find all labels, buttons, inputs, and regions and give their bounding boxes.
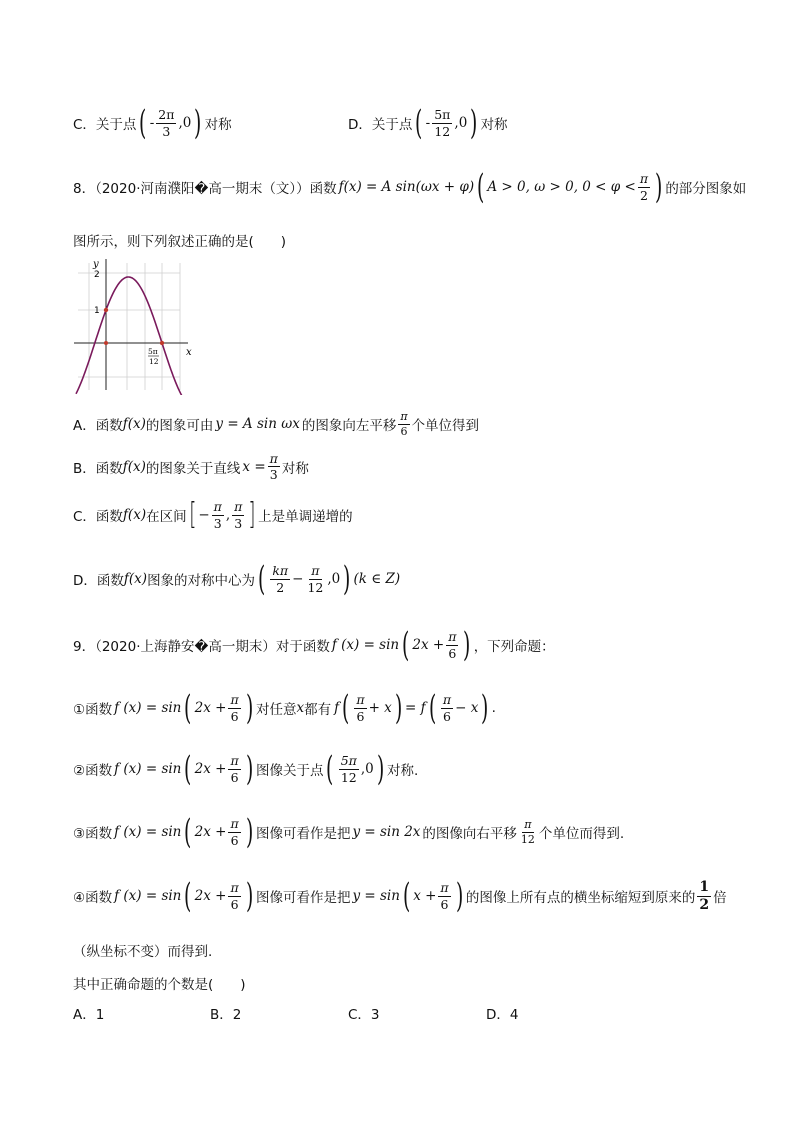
- point-origin: [104, 341, 108, 345]
- x-tick-12-den: 12: [149, 357, 159, 366]
- graph-grid: [78, 263, 180, 390]
- q8-option-c-fraction-1: $\frac{\pi}{3}$: [213, 499, 222, 531]
- q7-option-d: D．关于点 ( - $\frac{5\pi}{12}$ ,0 ) 对称: [348, 103, 508, 143]
- q9-option-a: A．1: [73, 1007, 105, 1023]
- q9-stem: 9．（2020·上海静安�高一期末）对于函数 f (x) = sin ( 2x + $\frac{\pi}{6}$ ) ，下列命题：: [73, 625, 555, 665]
- q8-option-a-fraction: $\frac{\pi}{6}$: [400, 410, 408, 438]
- q8-option-d-fraction-1: $\frac{k\pi}{2}$: [272, 563, 289, 595]
- q8-option-b-fraction: $\frac{\pi}{3}$: [269, 451, 278, 483]
- x-axis-label: x: [186, 347, 192, 358]
- q7-option-d-fraction: $\frac{5\pi}{12}$: [434, 107, 451, 139]
- q9-option-c: C．3: [348, 1007, 380, 1023]
- q8-option-c: C．函数 f(x) 在区间 [ − $\frac{\pi}{3}$ , $\frac{\pi}{3}$ ] 上是单调递增的: [73, 497, 353, 532]
- point-y-intercept: [104, 308, 108, 312]
- q9-statement-4-line2: （纵坐标不变）而得到.: [73, 944, 213, 960]
- q8-option-c-fraction-2: $\frac{\pi}{3}$: [234, 499, 243, 531]
- q8-stem: 8．（2020·河南濮阳�高一期末（文））函数 f(x) = A sin(ωx + φ) ( A > 0, ω > 0, 0 < φ < $\frac{\pi}{2}$ ) 的部分图象如: [73, 167, 747, 207]
- q8-condition: A > 0, ω > 0, 0 < φ <: [487, 179, 636, 195]
- q8-option-d: D．函数 f(x) 图象的对称中心为 ( $\frac{k\pi}{2}$ − $\frac{\pi}{12}$ ,0 ) (k ∈ Z): [73, 559, 401, 599]
- x-tick-5pi-num: 5π: [148, 347, 158, 356]
- q8-function: f(x) = A sin(ωx + φ): [338, 179, 475, 195]
- y-tick-1: 1: [94, 306, 100, 316]
- q8-option-b: B．函数 f(x) 的图象关于直线 x = $\frac{\pi}{3}$ 对称: [73, 451, 309, 483]
- point-zero-5pi12: [160, 341, 164, 345]
- q7-option-c: C．关于点 ( - $\frac{2\pi}{3}$ ,0 ) 对称: [73, 103, 232, 143]
- q9-option-d: D．4: [486, 1007, 519, 1023]
- q8-condition-fraction: $\frac{\pi}{2}$: [639, 171, 649, 203]
- q9-statement-3: ③函数 f (x) = sin ( 2x + $\frac{\pi}{6}$ ) 图像可看作是把 y = sin 2x 的图像向右平移 $\frac{\pi}{12}$ 个单位而得到.: [73, 812, 625, 852]
- q7-option-c-fraction: $\frac{2\pi}{3}$: [158, 107, 175, 139]
- y-axis-label: y: [93, 259, 99, 270]
- q8-option-a: A．函数 f(x) 的图象可由 y = A sin ωx 的图象向左平移 $\frac{\pi}{6}$ 个单位得到: [73, 410, 480, 438]
- q9-question: 其中正确命题的个数是( ): [73, 977, 246, 993]
- q9-statement-1: ①函数 f (x) = sin ( 2x + $\frac{\pi}{6}$ ) 对任意 x 都有 f ( $\frac{\pi}{6}$ + x ) = f ( $\frac{\pi}{6}$ − x ) .: [73, 688, 496, 728]
- y-tick-2: 2: [94, 270, 100, 280]
- q8-stem-line2: 图所示，则下列叙述正确的是( ): [73, 234, 287, 250]
- q9-statement-4-half: $\frac{1}{2}$: [699, 878, 710, 913]
- q9-option-b: B．2: [210, 1007, 242, 1023]
- q9-statement-2: ②函数 f (x) = sin ( 2x + $\frac{\pi}{6}$ ) 图像关于点 ( $\frac{5\pi}{12}$ ,0 ) 对称.: [73, 749, 419, 789]
- q8-stem-prefix: 8．（2020·河南濮阳�高一期末（文））函数: [73, 181, 337, 197]
- q8-option-d-fraction-2: $\frac{\pi}{12}$: [307, 563, 324, 595]
- q7-option-c-prefix: C．关于点: [73, 117, 137, 133]
- q9-statement-4: ④函数 f (x) = sin ( 2x + $\frac{\pi}{6}$ ) 图像可看作是把 y = sin ( x + $\frac{\pi}{6}$ ) 的图像上所有点的横坐标缩短到原来的 $\frac{1}{2}$ 倍: [73, 876, 727, 916]
- q8-sine-graph: [70, 255, 192, 395]
- q7-option-d-prefix: D．关于点: [348, 117, 413, 133]
